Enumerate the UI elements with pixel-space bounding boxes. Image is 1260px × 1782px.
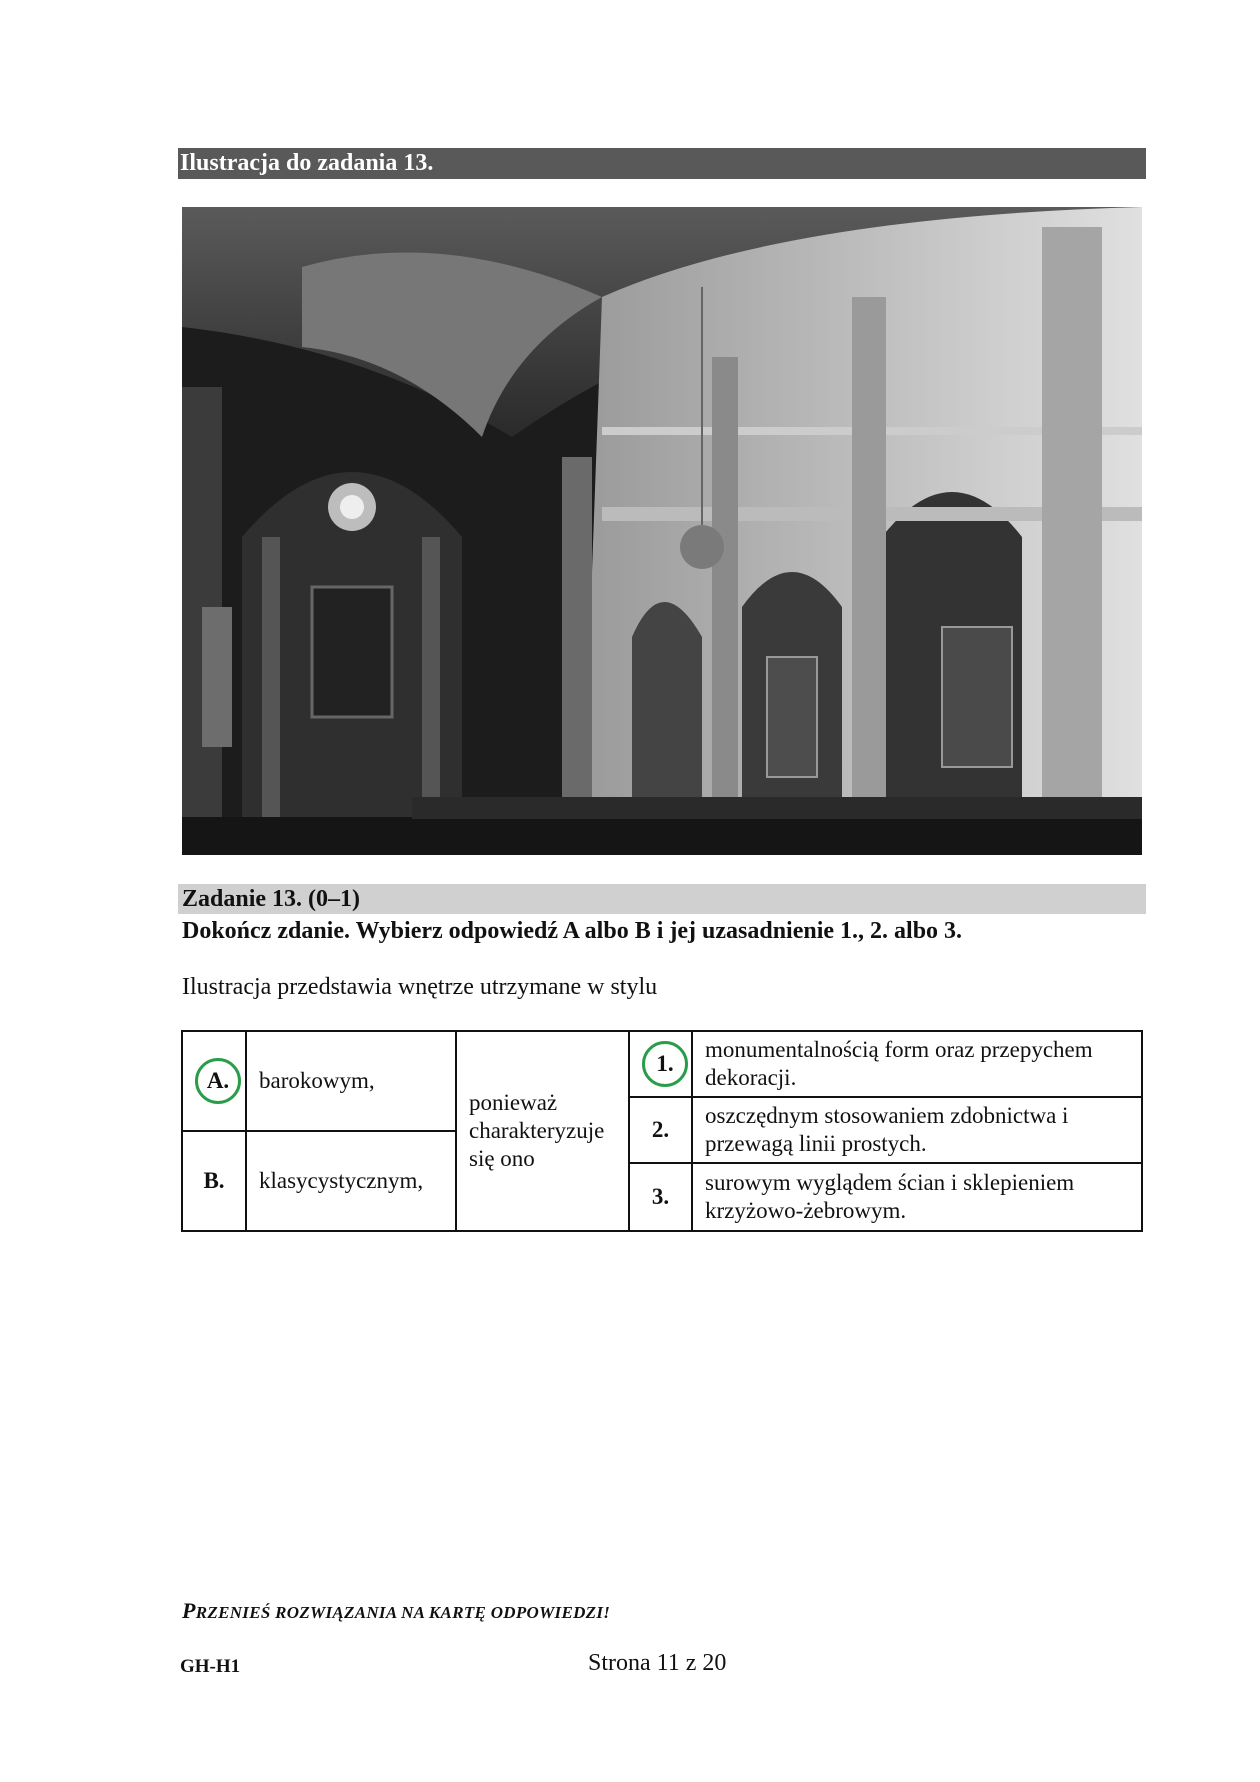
option-a-text[interactable]: barokowym,: [246, 1031, 456, 1131]
page-number: Strona 11 z 20: [588, 1650, 727, 1676]
justification-3-num[interactable]: 3.: [629, 1163, 692, 1231]
church-interior-image: [182, 207, 1142, 855]
task-instruction: Dokończ zdanie. Wybierz odpowiedź A albo B i jej uzasadnienie 1., 2. albo 3.: [182, 918, 963, 944]
option-a-letter-cell[interactable]: [182, 1031, 246, 1131]
illustration-header: Ilustracja do zadania 13.: [178, 148, 1146, 179]
justification-1-num: 1.: [642, 1041, 688, 1087]
church-interior-photo: [182, 207, 1142, 855]
transfer-answers-note: [182, 1598, 610, 1624]
justification-1-text[interactable]: monumentalnością form oraz przepychem dekoracji.: [692, 1031, 1142, 1097]
connector-text: ponieważ charakteryzuje się ono: [456, 1031, 629, 1231]
justification-1-num-cell[interactable]: [629, 1031, 692, 1097]
task-header: Zadanie 13. (0–1): [178, 884, 1146, 914]
justification-2-text[interactable]: oszczędnym stosowaniem zdobnictwa i przewagą linii prostych.: [692, 1097, 1142, 1163]
option-b-text[interactable]: klasycystycznym,: [246, 1131, 456, 1231]
option-b-letter[interactable]: B.: [182, 1131, 246, 1231]
justification-2-num[interactable]: 2.: [629, 1097, 692, 1163]
answer-table: [181, 1030, 1143, 1232]
justification-3-text[interactable]: surowym wyglądem ścian i sklepieniem krzyżowo-żebrowym.: [692, 1163, 1142, 1231]
task-stem: Ilustracja przedstawia wnętrze utrzymane w stylu: [182, 974, 658, 1000]
exam-code: GH-H1: [180, 1656, 241, 1677]
option-a-letter: A.: [195, 1058, 241, 1104]
note-first-letter: P: [182, 1598, 196, 1623]
note-rest: RZENIEŚ ROZWIĄZANIA NA KARTĘ ODPOWIEDZI!: [195, 1603, 611, 1622]
